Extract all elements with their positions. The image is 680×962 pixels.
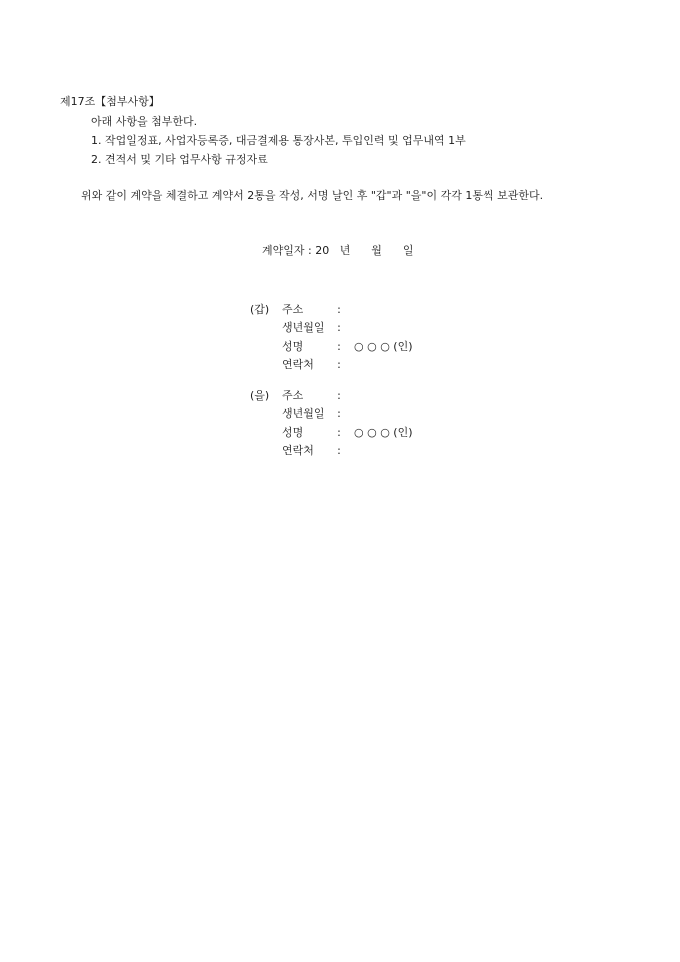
- signature-placeholder: ○ ○ ○ (인): [354, 426, 413, 439]
- party-tag: (을): [250, 389, 270, 402]
- party-tag: (갑): [250, 303, 270, 316]
- article-title: 제17조【첨부사항】: [60, 95, 160, 108]
- address-field: 주소 :: [282, 389, 341, 402]
- contract-date: 계약일자 : 20 년 월 일: [262, 244, 414, 257]
- closing-statement: 위와 같이 계약을 체결하고 계약서 2통을 작성, 서명 날인 후 "갑"과 "을"이 각각 1통씩 보관한다.: [81, 189, 544, 202]
- signature-placeholder: ○ ○ ○ (인): [354, 340, 413, 353]
- contact-field: 연락처 :: [282, 444, 341, 457]
- birthdate-field: 생년월일 :: [282, 407, 341, 420]
- address-field: 주소 :: [282, 303, 341, 316]
- attachment-item-1: 1. 작업일정표, 사업자등록증, 대금결제용 통장사본, 투입인력 및 업무내역 1부: [91, 134, 466, 147]
- name-field: 성명 : ○ ○ ○ (인): [282, 426, 413, 439]
- birthdate-field: 생년월일 :: [282, 321, 341, 334]
- article-intro: 아래 사항을 첨부한다.: [91, 115, 198, 128]
- attachment-item-2: 2. 견적서 및 기타 업무사항 규정자료: [91, 153, 268, 166]
- contact-field: 연락처 :: [282, 358, 341, 371]
- name-field: 성명 : ○ ○ ○ (인): [282, 340, 413, 353]
